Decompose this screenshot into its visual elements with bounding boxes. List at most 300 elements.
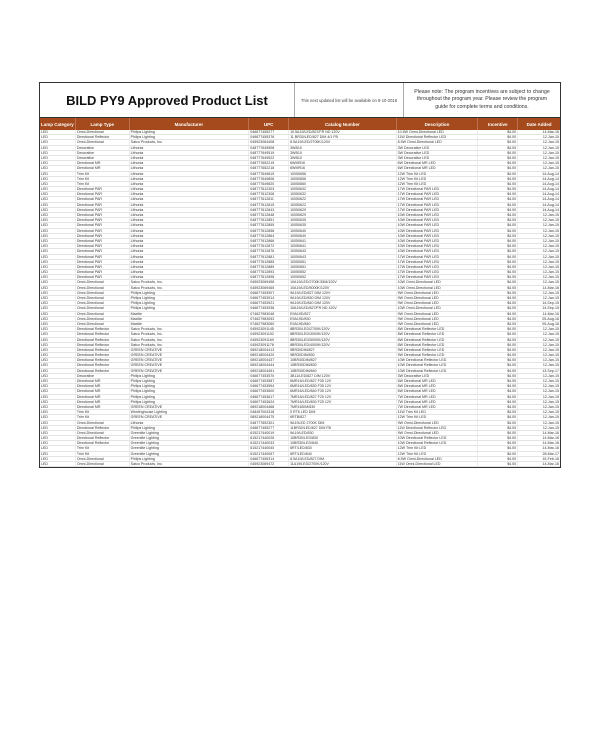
- cell-catalog-number: 10050643: [289, 255, 397, 259]
- cell-upc: 045923069472: [249, 462, 289, 466]
- cell-date-added: 12-Jan-15: [542, 223, 560, 228]
- column-header-description: Description: [397, 118, 479, 130]
- cell-lamp-type: Directional PAR: [76, 244, 130, 248]
- cell-date-added: 14-Aug-14: [542, 176, 560, 181]
- cell-incentive: $4.00: [478, 208, 518, 212]
- cell-incentive: $4.00: [478, 270, 518, 274]
- cell-lamp-type: Omni-Directional: [76, 130, 130, 134]
- cell-lamp-type: Omni-Directional: [76, 280, 130, 284]
- cell-lamp-type: Omni-Directional: [76, 296, 130, 300]
- cell-lamp-category: LED: [40, 358, 76, 362]
- cell-lamp-category: LED: [40, 363, 76, 367]
- cell-description: 10W Omni-Directional LED: [397, 306, 479, 310]
- cell-lamp-category: LED: [40, 415, 76, 419]
- cell-lamp-type: Directional PAR: [76, 197, 130, 201]
- cell-catalog-number: 7MR16/LED/830 F25 12V: [289, 400, 397, 404]
- cell-description: 9W Directional Reflector LED: [397, 353, 479, 357]
- cell-date-added: 12-Jan-15: [542, 379, 560, 383]
- cell-lamp-type: Decorative: [76, 374, 130, 378]
- cell-incentive: $4.00: [478, 255, 518, 259]
- cell-description: 8W Directional Reflector LED: [397, 338, 479, 342]
- cell-manufacturer: Greenlite Lighting: [130, 446, 250, 450]
- cell-manufacturer: Satco Products, Inc.: [130, 332, 250, 336]
- cell-upc: 045923091145: [249, 327, 289, 331]
- cell-incentive: $4.00: [478, 182, 518, 186]
- cell-catalog-number: 11A19/LED/2700K/120V: [289, 462, 397, 466]
- cell-upc: 048777612855: [249, 223, 289, 227]
- cell-lamp-category: LED: [40, 172, 76, 176]
- cell-upc: 048777612893: [249, 270, 289, 274]
- cell-incentive: $4.00: [478, 332, 518, 336]
- cell-date-added: 14-Aug-14: [542, 171, 560, 176]
- cell-catalog-number: E9A19D/827: [289, 312, 397, 316]
- cell-incentive: $4.00: [478, 218, 518, 222]
- cell-lamp-type: Omni-Directional: [76, 291, 130, 295]
- cell-description: 17W Directional PAR LED: [397, 197, 479, 201]
- cell-incentive: $4.00: [478, 130, 518, 134]
- cell-date-added: 12-Jan-15: [542, 145, 560, 150]
- cell-upc: 046677455277: [249, 426, 289, 430]
- cell-date-added: 12-Jan-15: [542, 290, 560, 295]
- cell-catalog-number: 10BR30DIM/840: [289, 369, 397, 373]
- cell-date-added: 12-Jan-15: [542, 394, 560, 399]
- cell-date-added: 12-Jan-15: [542, 399, 560, 404]
- cell-incentive: $4.00: [478, 239, 518, 243]
- cell-upc: 048777652215: [249, 161, 289, 165]
- cell-date-added: 14-Sep-15: [542, 306, 560, 311]
- cell-date-added: 12-Jan-15: [542, 155, 560, 160]
- cell-manufacturer: Lithonia: [130, 192, 250, 196]
- cell-upc: 048777612876: [249, 249, 289, 253]
- cell-incentive: $4.00: [478, 410, 518, 414]
- cell-catalog-number: 10050641: [289, 239, 397, 243]
- cell-incentive: $4.00: [478, 203, 518, 207]
- cell-date-added: 12-Jan-15: [542, 254, 560, 259]
- cell-incentive: $4.00: [478, 400, 518, 404]
- cell-manufacturer: Lithonia: [130, 270, 250, 274]
- cell-lamp-type: Omni-Directional: [76, 317, 130, 321]
- cell-description: 9W Omni-Directional LED: [397, 301, 479, 305]
- cell-description: 8.5W Omni-Directional LED: [397, 457, 479, 461]
- cell-description: 8.5W Omni-Directional LED: [397, 140, 479, 144]
- cell-lamp-category: LED: [40, 301, 76, 305]
- cell-date-added: 12-Jan-15: [542, 363, 560, 368]
- cell-upc: 089218004437: [249, 358, 289, 362]
- cell-lamp-type: Omni-Directional: [76, 312, 130, 316]
- cell-upc: 074627983046: [249, 312, 289, 316]
- cell-manufacturer: Lithonia: [130, 161, 250, 165]
- cell-manufacturer: Maxlite: [130, 312, 250, 316]
- cell-description: 10W Directional PAR LED: [397, 249, 479, 253]
- cell-manufacturer: GREEN CREATIVE: [130, 353, 250, 357]
- cell-lamp-category: LED: [40, 327, 76, 331]
- cell-lamp-category: LED: [40, 446, 76, 450]
- cell-upc: 045923064408: [249, 140, 289, 144]
- cell-catalog-number: 10050651: [289, 265, 397, 269]
- cell-lamp-type: Directional PAR: [76, 208, 130, 212]
- cell-incentive: $4.00: [478, 384, 518, 388]
- cell-description: 3W Decorative LED: [397, 156, 479, 160]
- cell-manufacturer: Lithonia: [130, 234, 250, 238]
- cell-upc: 046677453914: [249, 296, 289, 300]
- cell-description: 17W Directional PAR LED: [397, 275, 479, 279]
- cell-catalog-number: 6MR16/LED/830 F35 12V: [289, 384, 397, 388]
- cell-lamp-type: Directional MR: [76, 405, 130, 409]
- cell-manufacturer: Lithonia: [130, 249, 250, 253]
- cell-manufacturer: Lithonia: [130, 265, 250, 269]
- cell-upc: 046677453938: [249, 306, 289, 310]
- cell-lamp-category: LED: [40, 130, 76, 134]
- cell-catalog-number: 10050622: [289, 203, 397, 207]
- cell-lamp-category: LED: [40, 265, 76, 269]
- cell-manufacturer: Lithonia: [130, 166, 250, 170]
- cell-manufacturer: Satco Products, Inc.: [130, 462, 250, 466]
- cell-description: 11W Omni-Directional LED: [397, 462, 479, 466]
- cell-lamp-category: LED: [40, 218, 76, 222]
- cell-catalog-number: 8.5A19/LED/2700K/120V: [289, 140, 397, 144]
- cell-catalog-number: 10050640: [289, 234, 397, 238]
- cell-incentive: $4.00: [478, 446, 518, 450]
- cell-description: 9W Omni-Directional LED: [397, 291, 479, 295]
- cell-catalog-number: 10BR30/LED/830: [289, 436, 397, 440]
- cell-date-added: 12-Jan-15: [542, 296, 560, 300]
- cell-lamp-category: LED: [40, 395, 76, 399]
- cell-lamp-category: LED: [40, 260, 76, 264]
- cell-catalog-number: 10050640: [289, 229, 397, 233]
- cell-manufacturer: Lithonia: [130, 421, 250, 425]
- cell-date-added: 12-Jan-15: [542, 161, 560, 166]
- cell-description: 7W Directional MR LED: [397, 400, 479, 404]
- cell-description: 17W Directional PAR LED: [397, 208, 479, 212]
- cell-manufacturer: GREEN CREATIVE: [130, 415, 250, 419]
- cell-lamp-category: LED: [40, 322, 76, 326]
- cell-description: 8W Directional Reflector LED: [397, 327, 479, 331]
- cell-lamp-type: Decorative: [76, 151, 130, 155]
- column-header-manufacturer: Manufacturer: [130, 118, 250, 130]
- cell-catalog-number: 3B11/LED/827 DIM 120V: [289, 374, 397, 378]
- cell-description: 10W Directional PAR LED: [397, 234, 479, 238]
- cell-incentive: $4.00: [478, 348, 518, 352]
- cell-upc: 615217440033: [249, 441, 289, 445]
- cell-lamp-type: Directional Reflector: [76, 353, 130, 357]
- cell-manufacturer: Philips Lighting: [130, 395, 250, 399]
- cell-lamp-type: Directional PAR: [76, 223, 130, 227]
- cell-upc: 615217440057: [249, 452, 289, 456]
- cell-lamp-category: LED: [40, 441, 76, 445]
- cell-date-added: 12-Jan-15: [542, 337, 560, 342]
- cell-date-added: 13-Sep-17: [542, 368, 560, 373]
- cell-upc: 089218004420: [249, 353, 289, 357]
- cell-incentive: $4.00: [478, 343, 518, 347]
- cell-upc: 048777612858: [249, 229, 289, 233]
- cell-date-added: 12-Jan-15: [542, 228, 560, 233]
- cell-upc: 089218004413: [249, 348, 289, 352]
- cell-lamp-type: Omni-Directional: [76, 306, 130, 310]
- cell-manufacturer: Maxlite: [130, 322, 250, 326]
- cell-catalog-number: 9A19/LED/827 DIM 120V: [289, 291, 397, 295]
- cell-lamp-type: Omni-Directional: [76, 140, 130, 144]
- cell-lamp-category: LED: [40, 369, 76, 373]
- cell-upc: 048777612872: [249, 244, 289, 248]
- cell-lamp-type: Omni-Directional: [76, 431, 130, 435]
- cell-description: 8W Directional Reflector LED: [397, 332, 479, 336]
- update-note: This next updated list will be available on 8-10-2018: [295, 83, 404, 117]
- cell-lamp-type: Decorative: [76, 146, 130, 150]
- cell-lamp-category: LED: [40, 462, 76, 466]
- cell-incentive: $4.00: [478, 301, 518, 305]
- cell-manufacturer: Lithonia: [130, 146, 250, 150]
- cell-manufacturer: Lithonia: [130, 213, 250, 217]
- cell-description: 9W Omni-Directional LED: [397, 296, 479, 300]
- cell-catalog-number: 7MR16DIM/830: [289, 405, 397, 409]
- cell-description: 12W Trim Kit LED: [397, 172, 479, 176]
- cell-catalog-number: 8BR30/LED/5000K/120V: [289, 338, 397, 342]
- cell-date-added: 12-Jan-15: [542, 150, 560, 155]
- cell-catalog-number: 10BR30DIM/830: [289, 363, 397, 367]
- cell-upc: 045923091176: [249, 343, 289, 347]
- cell-lamp-category: LED: [40, 244, 76, 248]
- cell-manufacturer: Satco Products, Inc.: [130, 343, 250, 347]
- cell-date-added: 12-Jan-15: [542, 249, 560, 254]
- cell-upc: 089218004444: [249, 363, 289, 367]
- cell-manufacturer: Philips Lighting: [130, 426, 250, 430]
- cell-catalog-number: 8BR30/LED/3000K/120V: [289, 332, 397, 336]
- cell-manufacturer: Lithonia: [130, 172, 250, 176]
- cell-lamp-type: Directional PAR: [76, 229, 130, 233]
- cell-date-added: 14-Aug-14: [542, 187, 560, 192]
- cell-lamp-category: LED: [40, 135, 76, 139]
- cell-manufacturer: Lithonia: [130, 156, 250, 160]
- cell-catalog-number: 10050656: [289, 177, 397, 181]
- cell-incentive: $4.00: [478, 234, 518, 238]
- cell-catalog-number: 10A19/LED/2700K/DIM/120V: [289, 280, 397, 284]
- cell-date-added: 12-Jan-15: [542, 347, 560, 352]
- cell-lamp-category: LED: [40, 306, 76, 310]
- cell-date-added: 12-Jan-15: [542, 264, 560, 269]
- cell-description: 11W Directional Reflector LED: [397, 135, 479, 139]
- cell-lamp-category: LED: [40, 249, 76, 253]
- cell-lamp-category: LED: [40, 286, 76, 290]
- cell-lamp-type: Directional PAR: [76, 213, 130, 217]
- cell-description: 10W Directional Reflector LED: [397, 441, 479, 445]
- cell-date-added: 12-Jan-15: [542, 238, 560, 243]
- cell-manufacturer: Lithonia: [130, 182, 250, 186]
- cell-date-added: 28-Mar-17: [542, 451, 560, 456]
- cell-description: 9W Omni-Directional LED: [397, 312, 479, 316]
- cell-catalog-number: 10050622: [289, 197, 397, 201]
- cell-description: 17W Directional PAR LED: [397, 260, 479, 264]
- cell-incentive: $4.00: [478, 441, 518, 445]
- cell-lamp-category: LED: [40, 400, 76, 404]
- cell-lamp-type: Directional MR: [76, 379, 130, 383]
- column-header-date-added: Date Added: [526, 121, 552, 127]
- cell-lamp-category: LED: [40, 275, 76, 279]
- cell-description: 8W Directional Reflector LED: [397, 343, 479, 347]
- cell-manufacturer: Philips Lighting: [130, 389, 250, 393]
- cell-incentive: $4.00: [478, 457, 518, 461]
- cell-date-added: 14-Sep-15: [542, 301, 560, 306]
- cell-lamp-type: Directional PAR: [76, 249, 130, 253]
- cell-catalog-number: E9A19D/840: [289, 322, 397, 326]
- cell-incentive: $4.00: [478, 265, 518, 269]
- cell-description: 12W Trim Kit LED: [397, 452, 479, 456]
- cell-lamp-type: Trim Kit: [76, 452, 130, 456]
- cell-upc: 048777652218: [249, 166, 289, 170]
- cell-incentive: $4.00: [478, 379, 518, 383]
- cell-catalog-number: 10050652: [289, 275, 397, 279]
- cell-date-added: 12-Jan-15: [542, 332, 560, 337]
- cell-catalog-number: 10BR30DIM/827: [289, 358, 397, 362]
- cell-catalog-number: 10050660: [289, 182, 397, 186]
- cell-manufacturer: Philips Lighting: [130, 400, 250, 404]
- cell-lamp-category: LED: [40, 280, 76, 284]
- cell-upc: 048777649815: [249, 172, 289, 176]
- column-header-lamp-type: Lamp Type: [76, 118, 130, 130]
- cell-description: 9W Directional Reflector LED: [397, 348, 479, 352]
- column-header-incentive: Incentive: [478, 118, 518, 130]
- cell-catalog-number: 6RT/LED/830: [289, 446, 397, 450]
- cell-lamp-category: LED: [40, 389, 76, 393]
- cell-date-added: 14-Mar-16: [542, 430, 560, 435]
- cell-date-added: 12-Jan-15: [542, 135, 560, 140]
- cell-lamp-category: LED: [40, 332, 76, 336]
- cell-description: 6W Directional MR LED: [397, 389, 479, 393]
- cell-catalog-number: 10050635: [289, 218, 397, 222]
- cell-manufacturer: Lithonia: [130, 244, 250, 248]
- cell-manufacturer: Greenlite Lighting: [130, 436, 250, 440]
- cell-lamp-category: LED: [40, 239, 76, 243]
- cell-date-added: 12-Jan-15: [542, 420, 560, 425]
- cell-date-added: 12-Jan-15: [542, 425, 560, 430]
- cell-upc: 615217440026: [249, 436, 289, 440]
- cell-upc: 048777612851: [249, 218, 289, 222]
- cell-lamp-category: LED: [40, 166, 76, 170]
- cell-catalog-number: 10050651: [289, 260, 397, 264]
- cell-manufacturer: Lithonia: [130, 239, 250, 243]
- cell-incentive: $4.00: [478, 135, 518, 139]
- cell-description: 3W Decorative LED: [397, 374, 479, 378]
- cell-lamp-type: Directional PAR: [76, 203, 130, 207]
- cell-date-added: 12-Jan-15: [542, 280, 560, 285]
- cell-upc: 048777612843: [249, 208, 289, 212]
- cell-catalog-number: 10050641: [289, 244, 397, 248]
- cell-manufacturer: Lithonia: [130, 208, 250, 212]
- cell-date-added: 14-Aug-14: [542, 181, 560, 186]
- cell-catalog-number: 6MR16/LED/827 F35 12V: [289, 379, 397, 383]
- cell-lamp-category: LED: [40, 384, 76, 388]
- cell-upc: 048777612866: [249, 239, 289, 243]
- sheet-header: [40, 83, 560, 118]
- cell-date-added: 12-Jan-15: [542, 404, 560, 409]
- cell-catalog-number: 8.5A19/LED/827 DIM: [289, 457, 397, 461]
- cell-incentive: $4.00: [478, 192, 518, 196]
- cell-manufacturer: Lithonia: [130, 218, 250, 222]
- cell-lamp-type: Directional Reflector: [76, 363, 130, 367]
- cell-lamp-category: LED: [40, 270, 76, 274]
- cell-date-added: 14-Aug-14: [542, 202, 560, 207]
- cell-upc: 046677453907: [249, 291, 289, 295]
- cell-manufacturer: Lithonia: [130, 177, 250, 181]
- cell-upc: 048777652301: [249, 421, 289, 425]
- cell-incentive: $4.00: [478, 312, 518, 316]
- cell-date-added: 12-Jan-15: [542, 218, 560, 223]
- cell-description: 9W Omni-Directional LED: [397, 431, 479, 435]
- cell-date-added: 12-Jan-15: [542, 389, 560, 394]
- cell-incentive: $4.00: [478, 280, 518, 284]
- cell-manufacturer: Westinghouse Lighting: [130, 410, 250, 414]
- cell-lamp-category: LED: [40, 255, 76, 259]
- cell-catalog-number: 9A19LED 2700K DIM: [289, 421, 397, 425]
- cell-catalog-number: 10050643: [289, 249, 397, 253]
- cell-upc: 048777612811: [249, 197, 289, 201]
- cell-manufacturer: Maxlite: [130, 317, 250, 321]
- cell-upc: 048777612848: [249, 213, 289, 217]
- cell-manufacturer: Philips Lighting: [130, 306, 250, 310]
- cell-description: 3W Decorative LED: [397, 146, 479, 150]
- cell-manufacturer: Satco Products, Inc.: [130, 338, 250, 342]
- cell-lamp-type: Trim Kit: [76, 446, 130, 450]
- cell-date-added: 14-Aug-14: [542, 207, 560, 212]
- cell-date-added: 12-Jan-15: [542, 233, 560, 238]
- cell-manufacturer: Greenlite Lighting: [130, 431, 250, 435]
- cell-upc: 048777649808: [249, 177, 289, 181]
- cell-manufacturer: Philips Lighting: [130, 130, 250, 134]
- cell-manufacturer: Lithonia: [130, 275, 250, 279]
- cell-upc: 615217440019: [249, 431, 289, 435]
- cell-manufacturer: Philips Lighting: [130, 291, 250, 295]
- cell-lamp-category: LED: [40, 197, 76, 201]
- cell-lamp-category: LED: [40, 140, 76, 144]
- cell-description: 10W Directional PAR LED: [397, 239, 479, 243]
- cell-incentive: $4.00: [478, 322, 518, 326]
- cell-lamp-category: LED: [40, 312, 76, 316]
- cell-upc: 048777612303: [249, 187, 289, 191]
- cell-catalog-number: 6RT/LED/840: [289, 452, 397, 456]
- cell-lamp-type: Directional PAR: [76, 255, 130, 259]
- cell-date-added: 14-Mar-16: [542, 285, 560, 290]
- cell-lamp-category: LED: [40, 187, 76, 191]
- cell-date-added: 12-Jan-15: [542, 259, 560, 264]
- cell-incentive: $4.00: [478, 317, 518, 321]
- cell-manufacturer: GREEN CREATIVE: [130, 358, 250, 362]
- cell-lamp-category: LED: [40, 353, 76, 357]
- cell-lamp-type: Directional PAR: [76, 218, 130, 222]
- cell-catalog-number: 8BR30/LED/4000K/120V: [289, 343, 397, 347]
- cell-catalog-number: 3WB10: [289, 146, 397, 150]
- cell-date-added: 12-Jan-15: [542, 244, 560, 249]
- cell-lamp-category: LED: [40, 374, 76, 378]
- cell-incentive: $4.00: [478, 327, 518, 331]
- cell-date-added: 12-Jan-15: [542, 415, 560, 420]
- cell-lamp-type: Directional MR: [76, 166, 130, 170]
- cell-lamp-category: LED: [40, 161, 76, 165]
- cell-upc: 046677455376: [249, 135, 289, 139]
- cell-upc: 046677453617: [249, 395, 289, 399]
- cell-incentive: $4.00: [478, 140, 518, 144]
- cell-manufacturer: Philips Lighting: [130, 379, 250, 383]
- cell-catalog-number: 6MR16/LED/840 F35 12V: [289, 389, 397, 393]
- cell-lamp-type: Directional Reflector: [76, 338, 130, 342]
- cell-lamp-type: Trim Kit: [76, 182, 130, 186]
- cell-lamp-category: LED: [40, 343, 76, 347]
- cell-description: 10W Omni-Directional LED: [397, 280, 479, 284]
- cell-lamp-category: LED: [40, 405, 76, 409]
- cell-lamp-type: Directional PAR: [76, 265, 130, 269]
- cell-date-added: 15-Feb-18: [542, 456, 560, 461]
- cell-lamp-type: Directional Reflector: [76, 348, 130, 352]
- cell-description: 17W Directional PAR LED: [397, 255, 479, 259]
- cell-description: 9W Omni-Directional LED: [397, 317, 479, 321]
